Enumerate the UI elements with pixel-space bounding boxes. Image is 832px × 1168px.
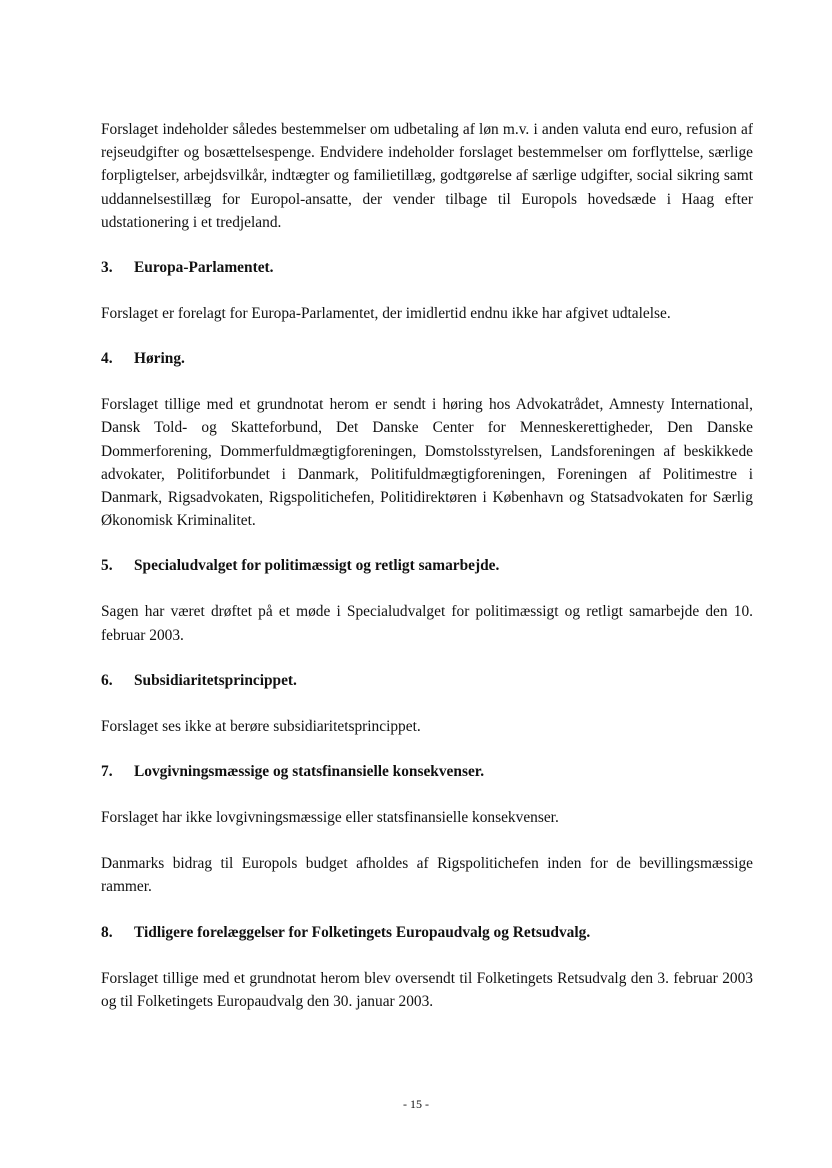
document-content [101, 118, 753, 1013]
section-number: 4. [101, 350, 113, 368]
section-number: 6. [101, 671, 113, 689]
section-6-paragraph: Forslaget ses ikke at berøre subsidiaritetsprincippet. [101, 717, 421, 735]
section-4-paragraph: Forslaget tillige med et grundnotat herom er sendt i høring hos Advokatrådet, Amnesty International, Dansk Told- og Skatteforbund, Det Danske Center for Menneskerettigheder, Den Danske Dommerforening, Dommerfuldmægtigforeningen, Domstolsstyrelsen, Landsforeningen af beskikkede advokater, Politiforbundet i Danmark, Politifuldmægtigforeningen, Foreningen af Politimestre i Danmark, Rigsadvokaten, Rigspolitichefen, Politidirektøren i København og Statsadvokaten for Særlig Økonomisk Kriminalitet. [101, 396, 753, 530]
section-title: Europa-Parlamentet. [134, 259, 274, 277]
section-heading-7 [101, 761, 753, 783]
section-7-paragraph-2: Danmarks bidrag til Europols budget afholdes af Rigspolitichefen inden for de bevillingsmæssige rammer. [101, 855, 753, 896]
section-title: Tidligere forelæggelser for Folketingets Europaudvalg og Retsudvalg. [134, 923, 591, 941]
intro-paragraph: Forslaget indeholder således bestemmelser om udbetaling af løn m.v. i anden valuta end euro, refusion af rejseudgifter og bosættelsespenge. Endvidere indeholder forslaget bestemmelser om forflyttelse, særlige forpligtelser, arbejdsvilkår, indtægter og familietillæg, godtgørelse af særlige udgifter, social sikring samt uddannelsestillæg for Europol-ansatte, der vender tilbage til Europols hovedsæde i Haag efter udstationering i et tredjeland. [101, 121, 753, 231]
section-5-paragraph: Sagen har været drøftet på et møde i Specialudvalget for politimæssigt og retligt samarbejde den 10. februar 2003. [101, 603, 753, 644]
section-8-paragraph: Forslaget tillige med et grundnotat herom blev oversendt til Folketingets Retsudvalg den 3. februar 2003 og til Folketingets Europaudvalg den 30. januar 2003. [101, 969, 753, 1010]
section-title: Specialudvalget for politimæssigt og retligt samarbejde. [134, 557, 500, 575]
section-heading-6 [101, 670, 753, 692]
section-7-paragraph-1: Forslaget har ikke lovgivningsmæssige eller statsfinansielle konsekvenser. [101, 809, 559, 827]
section-heading-8 [101, 922, 753, 944]
page-number: - 15 - [403, 1097, 429, 1111]
section-title: Høring. [134, 350, 185, 368]
section-number: 3. [101, 259, 113, 277]
section-title: Subsidiaritetsprincippet. [134, 671, 297, 689]
section-number: 5. [101, 557, 113, 575]
section-title: Lovgivningsmæssige og statsfinansielle konsekvenser. [134, 763, 485, 781]
section-3-paragraph: Forslaget er forelagt for Europa-Parlamentet, der imidlertid endnu ikke har afgivet udtalelse. [101, 305, 671, 323]
section-heading-5 [101, 555, 753, 577]
section-heading-4 [101, 348, 753, 370]
section-number: 7. [101, 763, 113, 781]
section-heading-3 [101, 257, 753, 279]
section-number: 8. [101, 923, 113, 941]
